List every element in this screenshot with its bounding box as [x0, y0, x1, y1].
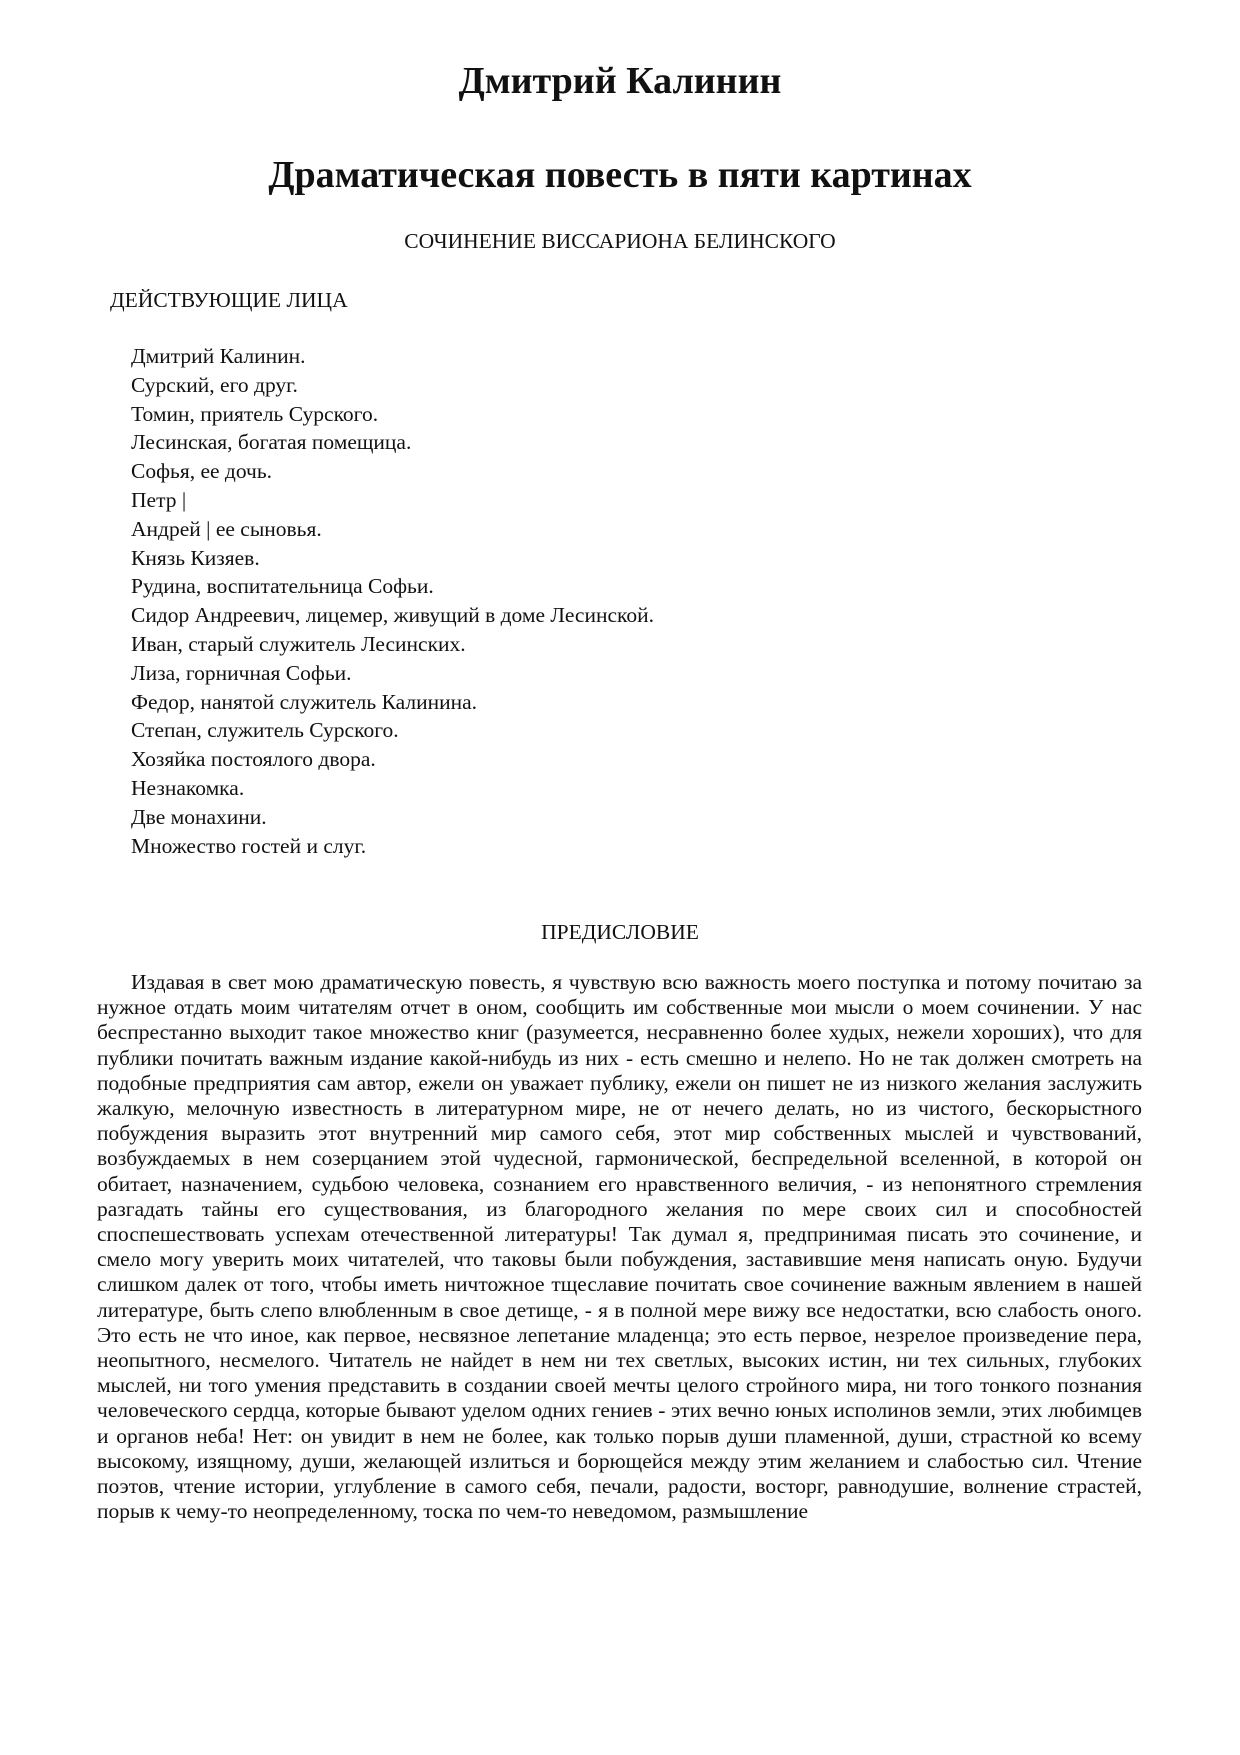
cast-item: Томин, приятель Сурского.	[131, 401, 379, 426]
cast-item: Петр |	[131, 487, 187, 512]
cast-item: Сидор Андреевич, лицемер, живущий в доме Лесинской.	[131, 603, 655, 628]
cast-item: Андрей | ее сыновья.	[131, 516, 322, 541]
author-name: Дмитрий Калинин	[458, 60, 782, 102]
cast-item: Иван, старый служитель Лесинских.	[131, 631, 466, 656]
preface-paragraph: Издавая в свет мою драматическую повесть, я чувствую всю важность моего поступка и потому почитаю за нужное отдать моим читателям отчет в оном, сообщить им собственные мои мысли о моем сочинении. У нас беспрестанно выходит такое множество книг (разумеется, несравненно более худых, нежели хороших), что для публики почитать важным издание какой-нибудь из них - есть смешно и нелепо. Но не так должен смотреть на подобные предприятия сам автор, ежели он уважает публику, ежели он пишет не из низкого желания заслужить жалкую, мелочную известность в литературном мире, не от нечего делать, но из чистого, бескорыстного побуждения выразить этот внутренний мир самого себя, этот мир собственных мыслей и чувствований, возбуждаемых в нем созерцанием этой чудесной, гармонической, беспредельной вселенной, в которой он обитает, назначением, судьбою человека, сознанием его нравственного величия, - из непонятного стремления разгадать тайны его существования, из благородного желания по мере своих сил и способностей споспешествовать успехам отечественной литературы! Так думал я, предпринимая писать это сочинение, и смело могу уверить моих читателей, что таковы были побуждения, заставившие меня написать оную. Будучи слишком далек от того, чтобы иметь ничтожное тщеславие почитать свое сочинение важным явлением в нашей литературе, быть слепо влюбленным в свое детище, - я в полной мере вижу все недостатки, всю слабость оного. Это есть не что иное, как первое, несвязное лепетание младенца; это есть первое, незрелое произведение пера, неопытного, несмелого. Читатель не найдет в нем ни тех светлых, высоких истин, ни тех сильных, глубоких мыслей, ни того умения представить в создании своей мечты целого стройного мира, ни того тонкого познания человеческого сердца, которые бывают уделом одних гениев - этих вечно юных исполинов земли, этих любимцев и органов неба! Нет: он увидит в нем не более, как только порыв души пламенной, души, страстной ко всему высокому, изящному, души, желающей излиться и борющейся между этим желанием и слабостью сил. Чтение поэтов, чтение истории, углубление в самого себя, печали, радости, восторг, равнодушие, волнение страстей, порыв к чему-то неопределенному, тоска по чем-то неведомом, размышление	[97, 970, 1142, 1524]
cast-item: Незнакомка.	[131, 775, 245, 800]
cast-item: Две монахини.	[131, 804, 267, 829]
cast-item: Князь Кизяев.	[131, 545, 260, 570]
cast-list	[131, 342, 654, 860]
cast-item: Лиза, горничная Софьи.	[131, 660, 352, 685]
cast-heading: ДЕЙСТВУЮЩИЕ ЛИЦА	[110, 288, 348, 312]
cast-item: Степан, служитель Сурского.	[131, 718, 399, 743]
cast-item: Рудина, воспитательница Софьи.	[131, 574, 434, 599]
cast-item: Сурский, его друг.	[131, 372, 298, 397]
preface-heading: ПРЕДИСЛОВИЕ	[541, 920, 699, 944]
cast-item: Федор, нанятой служитель Калинина.	[131, 689, 478, 714]
work-title: Драматическая повесть в пяти картинах	[268, 154, 972, 196]
cast-item: Дмитрий Калинин.	[131, 344, 306, 368]
cast-item: Множество гостей и слуг.	[131, 833, 367, 858]
work-subtitle: СОЧИНЕНИЕ ВИССАРИОНА БЕЛИНСКОГО	[404, 229, 836, 253]
cast-item: Хозяйка постоялого двора.	[131, 747, 376, 772]
cast-item: Софья, ее дочь.	[131, 459, 273, 484]
cast-item: Лесинская, богатая помещица.	[131, 430, 412, 455]
